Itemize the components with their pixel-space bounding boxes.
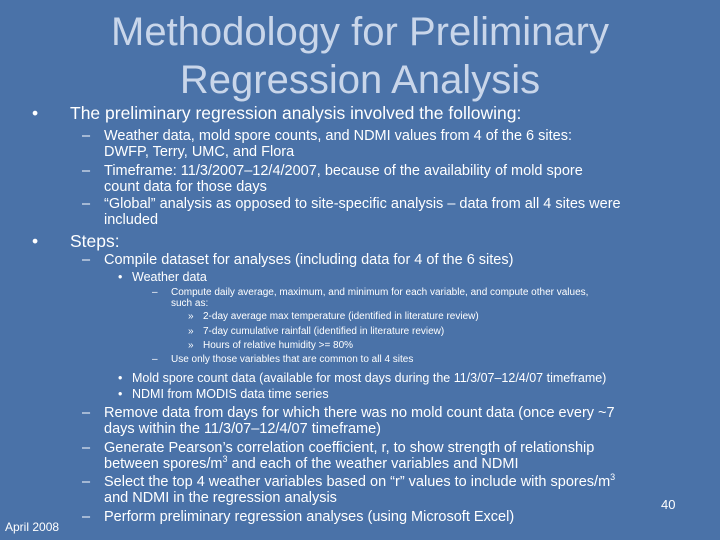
bullet-1-text: The preliminary regression analysis involved the following: — [70, 103, 522, 123]
step-4-line-1a: Select the top 4 weather variables based on “r” values to include with spores/m — [104, 474, 611, 490]
step-4-line-1 — [104, 474, 615, 490]
use-only-text: Use only those variables that are common to all 4 sites — [171, 354, 414, 365]
dash-marker: – — [152, 354, 158, 365]
slide-title — [60, 8, 660, 104]
bullet-2-text: Steps: — [70, 231, 120, 251]
footer-date: April 2008 — [5, 520, 60, 534]
step-3-line-1: Generate Pearson’s correlation coefficient, r, to show strength of relationship — [104, 440, 595, 456]
sub-3-line-2: included — [104, 212, 159, 228]
dash-marker: – — [82, 128, 91, 144]
bullet-marker: • — [32, 103, 39, 123]
title-line-2: Regression Analysis — [179, 58, 541, 102]
dash-marker: – — [82, 196, 91, 212]
compute-item-3: Hours of relative humidity >= 80% — [203, 340, 354, 351]
step-5-text: Perform preliminary regression analyses (using Microsoft Excel) — [104, 509, 515, 525]
dash-marker: – — [82, 163, 91, 179]
dash-marker: – — [152, 287, 158, 298]
sub-2-line-2: count data for those days — [104, 179, 267, 195]
step-3-line-2b: and each of the weather variables and NDMI — [227, 456, 519, 472]
mold-data-text: Mold spore count data (available for most days during the 11/3/07–12/4/07 timeframe) — [132, 371, 607, 385]
sub-2-line-1: Timeframe: 11/3/2007–12/4/2007, because of the availability of mold spore — [104, 163, 583, 179]
superscript-3: 3 — [222, 454, 228, 465]
dash-marker: – — [82, 474, 91, 490]
compute-item-1: 2-day average max temperature (identified in literature review) — [203, 311, 479, 322]
bullet-marker: • — [32, 231, 39, 251]
dash-marker: – — [82, 440, 91, 456]
step-3-line-2a: between spores/m — [104, 456, 223, 472]
superscript-3: 3 — [610, 472, 616, 483]
subbullet-marker: » — [188, 311, 194, 322]
subbullet-marker: » — [188, 326, 194, 337]
bullet-marker: • — [118, 371, 123, 385]
title-line-1: Methodology for Preliminary — [111, 10, 609, 54]
dash-marker: – — [82, 509, 91, 525]
step-3-line-2 — [104, 456, 518, 472]
bullet-marker: • — [118, 270, 123, 284]
dash-marker: – — [82, 405, 91, 421]
compute-line-1: Compute daily average, maximum, and minimum for each variable, and compute other values, — [171, 287, 589, 298]
page-number: 40 — [661, 497, 676, 512]
sub-3-line-1: “Global” analysis as opposed to site-specific analysis – data from all 4 sites were — [104, 196, 621, 212]
step-2-line-2: days within the 11/3/07–12/4/07 timeframe) — [104, 421, 382, 437]
compute-line-2: such as: — [171, 298, 209, 309]
sub-1-line-2: DWFP, Terry, UMC, and Flora — [104, 144, 295, 160]
bullet-marker: • — [118, 387, 123, 401]
step-2-line-1: Remove data from days for which there was no mold count data (once every ~7 — [104, 405, 615, 421]
compute-item-2: 7-day cumulative rainfall (identified in literature review) — [203, 326, 445, 337]
step-4-line-2: and NDMI in the regression analysis — [104, 490, 337, 506]
dash-marker: – — [82, 252, 91, 268]
sub-1-line-1: Weather data, mold spore counts, and NDMI values from 4 of the 6 sites: — [104, 128, 572, 144]
ndmi-data-text: NDMI from MODIS data time series — [132, 387, 329, 401]
step-1-text: Compile dataset for analyses (including data for 4 of the 6 sites) — [104, 252, 514, 268]
subbullet-marker: » — [188, 340, 194, 351]
weather-data-text: Weather data — [132, 270, 207, 284]
